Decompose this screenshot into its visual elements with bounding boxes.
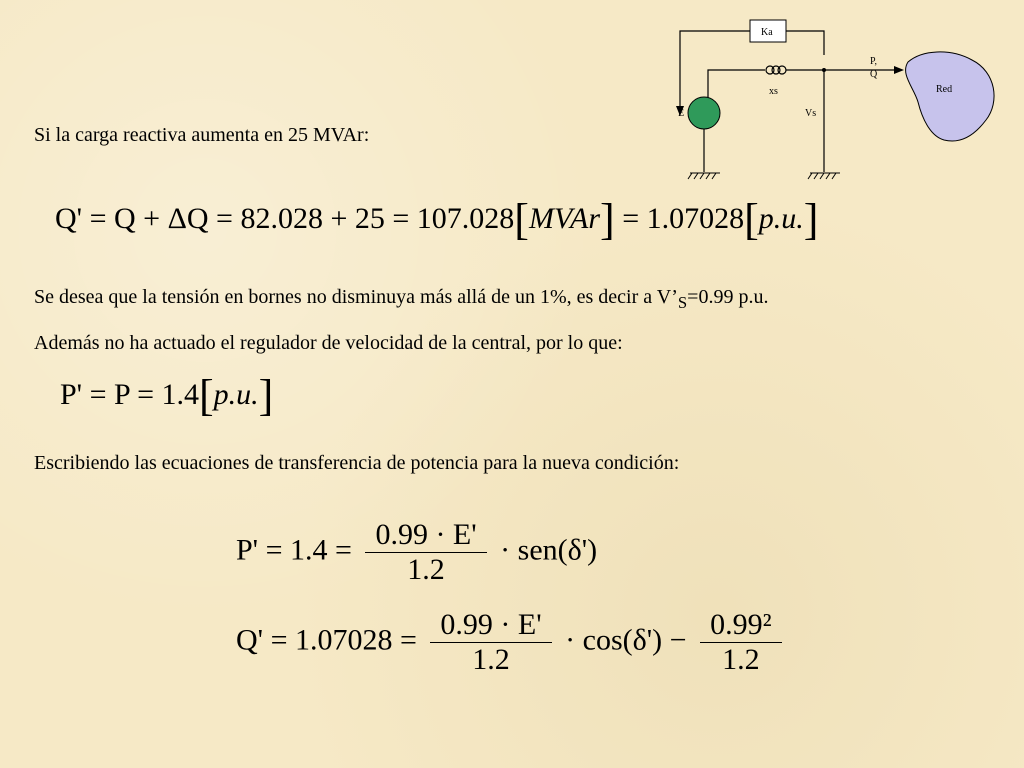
pq-label-q: Q [870,69,878,80]
ground-icon [688,173,720,179]
tension-subscript: S [677,293,688,312]
reactance-coil-icon [766,66,786,74]
eq3-lhs: P' = 1.4 = [236,533,352,567]
red-label: Red [936,84,953,95]
intro-text: Si la carga reactiva aumenta en 25 MVAr: [34,124,370,146]
eq4-numerator: 0.99 · E' [430,608,551,643]
bracket-open: [ [199,371,214,420]
eq2-lhs: P' = P = 1.4 [60,378,199,411]
red-network-shape [906,52,994,141]
equation-power-transfer-p [236,518,597,587]
bracket-close: ] [600,195,615,244]
eq1-mid: = 1.07028 [614,202,745,235]
eq3-numerator: 0.99 · E' [365,518,486,553]
bracket-close: ] [803,195,819,244]
xs-label: xs [769,86,778,97]
eq4-numerator-2: 0.99² [700,608,782,643]
bracket-close: ] [258,371,274,420]
ground-icon [808,173,840,179]
regulador-text: Además no ha actuado el regulador de velocidad de la central, por lo que: [34,332,623,354]
eq4-fraction-2 [700,608,782,677]
arrow-right-icon [894,66,904,74]
escribiendo-text: Escribiendo las ecuaciones de transferencia de potencia para la nueva condición: [34,452,680,474]
eq4-denominator-2: 1.2 [722,643,760,676]
equation-power-transfer-q [236,608,788,677]
eq4-lhs: Q' = 1.07028 = [236,623,417,657]
tension-text [34,286,768,313]
eq1-unit1: MVAr [528,202,601,235]
eq2-unit: p.u. [213,378,259,411]
ka-label: Ka [761,27,773,38]
eq3-denominator: 1.2 [407,553,445,586]
generator-icon [688,97,720,129]
tension-text-before: Se desea que la tensión en bornes no disminuya más allá de un 1%, es decir a V’ [34,286,678,308]
e-label: E [678,108,685,119]
vs-label: Vs [805,108,817,119]
equation-q-prime [55,195,819,244]
eq4-denominator: 1.2 [472,643,510,676]
eq4-mid: · cos(δ') − [565,623,687,657]
bus-line [708,70,765,98]
bracket-open: [ [744,195,759,244]
eq3-fraction [365,518,486,587]
eq4-fraction [430,608,551,677]
tension-text-after: =0.99 p.u. [687,286,769,308]
eq3-rhs: · sen(δ') [500,533,598,567]
feedback-line-right [786,31,824,55]
equation-p-prime [60,371,274,420]
eq1-unit2: p.u. [758,202,804,235]
eq1-lhs: Q' = Q + ΔQ = 82.028 + 25 = 107.028 [55,202,515,235]
circuit-diagram [660,10,1010,185]
pq-label-p: P, [870,56,877,67]
bracket-open: [ [514,195,529,244]
